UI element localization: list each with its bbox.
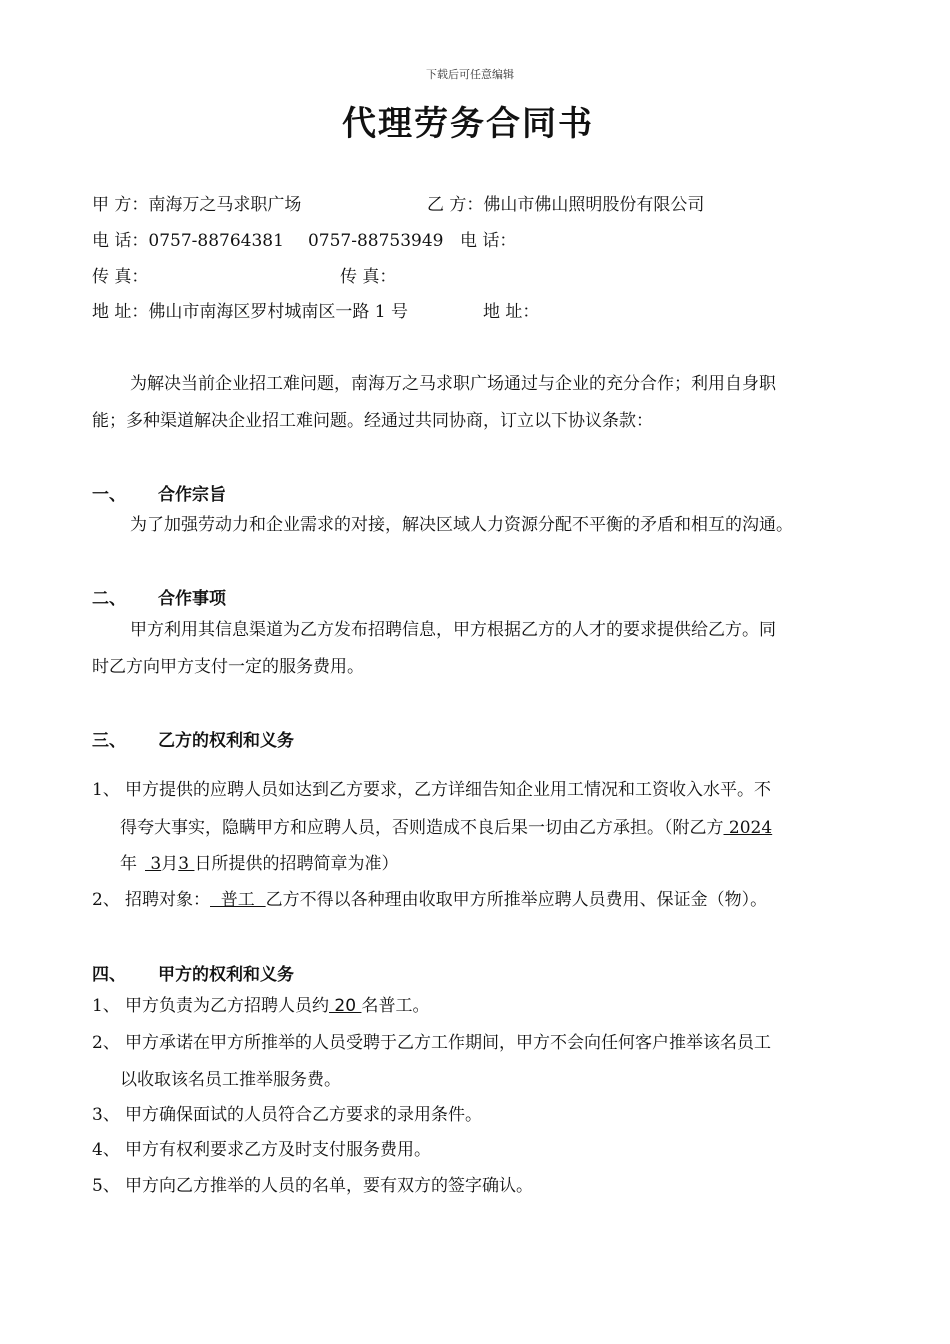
section-1-number: 一、 [92,485,126,505]
section-4-item-1-number: 1、 [92,996,120,1016]
section-4-heading: 甲方的权利和义务 [158,965,294,985]
section-3-item-1-month: 3 [145,854,162,874]
section-3-item-2-label: 招聘对象： [125,890,210,910]
party-a-row [92,194,301,216]
document-title: 代理劳务合同书 [342,104,594,144]
section-3-item-1-year: 2024 [723,818,773,838]
party-b-row [427,194,704,216]
section-3-item-1-number: 1、 [92,780,120,800]
section-3-item-1-line-3 [120,853,398,875]
address-b-label: 地 址： [483,302,540,322]
section-4-item-1 [125,995,429,1017]
address-a-label: 地 址： [92,302,149,322]
header-note: 下载后可任意编辑 [426,68,514,81]
phone-a-label: 电 话： [92,231,149,251]
section-4-item-1-value: 20 [329,996,362,1016]
address-a-row [92,301,408,323]
intro-line-1: 为解决当前企业招工难问题，南海万之马求职广场通过与企业的充分合作；利用自身职 [130,374,776,394]
section-4-item-2-line-1: 甲方承诺在甲方所推举的人员受聘于乙方工作期间，甲方不会向任何客户推举该名员工 [125,1033,771,1053]
party-b-label: 乙 方： [427,195,484,215]
party-a-name: 南海万之马求职广场 [148,195,302,215]
section-3-item-1-line-2 [120,817,772,839]
section-4-item-5: 甲方向乙方推举的人员的名单，要有双方的签字确认。 [125,1176,533,1196]
section-1-heading: 合作宗旨 [158,485,226,505]
section-3-item-2-text: 乙方不得以各种理由收取甲方所推举应聘人员费用、保证金（物）。 [265,890,768,910]
section-2-line-1: 甲方利用其信息渠道为乙方发布招聘信息，甲方根据乙方的人才的要求提供给乙方。同 [130,620,776,640]
address-a: 佛山市南海区罗村城南区一路 1 号 [148,302,409,322]
section-4-item-1-text: 甲方负责为乙方招聘人员约 [125,996,329,1016]
fax-a-label: 传 真： [92,267,149,287]
section-3-item-2-number: 2、 [92,890,120,910]
section-3-item-2 [125,889,767,911]
section-4-item-1-text-end: 名普工。 [361,996,430,1016]
section-3-item-1-month-unit: 月 [161,854,179,874]
party-b-name: 佛山市佛山照明股份有限公司 [483,195,705,215]
section-1-text: 为了加强劳动力和企业需求的对接，解决区域人力资源分配不平衡的矛盾和相互的沟通。 [130,515,793,535]
section-3-item-2-value: 普工 [210,890,266,910]
phone-a-1: 0757-88764381 [148,231,284,251]
party-a-label: 甲 方： [92,195,149,215]
intro-line-2: 能；多种渠道解决企业招工难问题。经通过共同协商，订立以下协议条款： [92,411,653,431]
section-2-number: 二、 [92,589,126,609]
phone-b-label: 电 话： [460,231,517,251]
section-3-item-1-year-unit: 年 [120,854,137,874]
fax-b-label: 传 真： [340,267,397,287]
section-4-item-3-number: 3、 [92,1105,120,1125]
section-4-item-4-number: 4、 [92,1140,120,1160]
section-4-item-5-number: 5、 [92,1176,120,1196]
section-3-item-1-line-2-text: 得夸大事实，隐瞒甲方和应聘人员，否则造成不良后果一切由乙方承担。（附乙方 [120,818,724,838]
section-4-number: 四、 [92,965,126,985]
section-4-item-4: 甲方有权利要求乙方及时支付服务费用。 [125,1140,431,1160]
phone-a-2: 0757-88753949 [307,231,444,251]
section-4-item-3: 甲方确保面试的人员符合乙方要求的录用条件。 [125,1105,482,1125]
section-2-heading: 合作事项 [158,589,226,609]
section-2-line-2: 时乙方向甲方支付一定的服务费用。 [92,657,364,677]
section-4-item-2-number: 2、 [92,1033,120,1053]
section-3-item-1-line-3-text: 日所提供的招聘简章为准） [194,854,399,874]
section-3-item-1-line-1: 甲方提供的应聘人员如达到乙方要求，乙方详细告知企业用工情况和工资收入水平。不 [125,780,771,800]
section-3-heading: 乙方的权利和义务 [158,731,294,751]
section-3-item-1-day: 3 [178,854,195,874]
section-4-item-2-line-2: 以收取该名员工推举服务费。 [120,1070,341,1090]
section-3-number: 三、 [92,731,126,751]
phone-a-row [92,230,444,252]
